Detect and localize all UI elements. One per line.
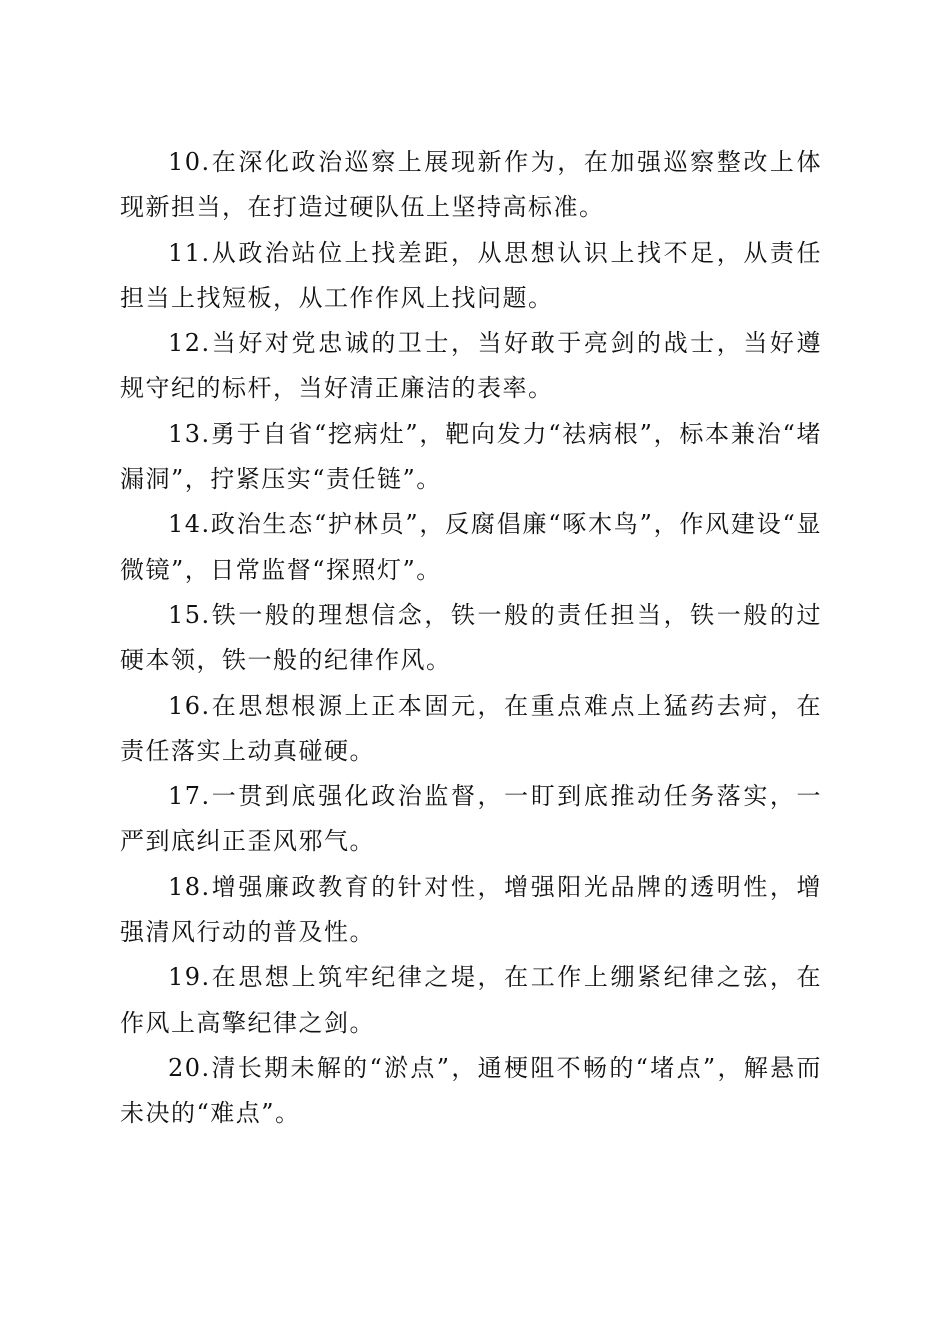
paragraph-12: 12.当好对党忠诚的卫士，当好敢于亮剑的战士，当好遵规守纪的标杆，当好清正廉洁的表率。 xyxy=(120,329,822,403)
paragraph-15: 15.铁一般的理想信念，铁一般的责任担当，铁一般的过硬本领，铁一般的纪律作风。 xyxy=(120,600,822,675)
paragraph-13: 13.勇于自省“挖病灶”，靶向发力“祛病根”，标本兼治“堵漏洞”，拧紧压实“责任链”。 xyxy=(120,419,822,494)
paragraph-16: 16.在思想根源上正本固元，在重点难点上猛药去疴，在责任落实上动真碰硬。 xyxy=(120,691,822,765)
paragraph-19: 19.在思想上筑牢纪律之堤，在工作上绷紧纪律之弦，在作风上高擎纪律之剑。 xyxy=(120,963,822,1037)
paragraph-14: 14.政治生态“护林员”，反腐倡廉“啄木鸟”，作风建设“显微镜”，日常监督“探照灯”。 xyxy=(120,510,822,584)
paragraph-11: 11.从政治站位上找差距，从思想认识上找不足，从责任担当上找短板，从工作作风上找问题。 xyxy=(120,238,822,312)
document-body xyxy=(120,140,822,1137)
paragraph-18: 18.增强廉政教育的针对性，增强阳光品牌的透明性，增强清风行动的普及性。 xyxy=(120,872,822,947)
paragraph-10: 10.在深化政治巡察上展现新作为，在加强巡察整改上体现新担当，在打造过硬队伍上坚持高标准。 xyxy=(120,148,822,222)
paragraph-20: 20.清长期未解的“淤点”，通梗阻不畅的“堵点”，解悬而未决的“难点”。 xyxy=(120,1053,822,1128)
paragraph-17: 17.一贯到底强化政治监督，一盯到底推动任务落实，一严到底纠正歪风邪气。 xyxy=(120,782,822,856)
